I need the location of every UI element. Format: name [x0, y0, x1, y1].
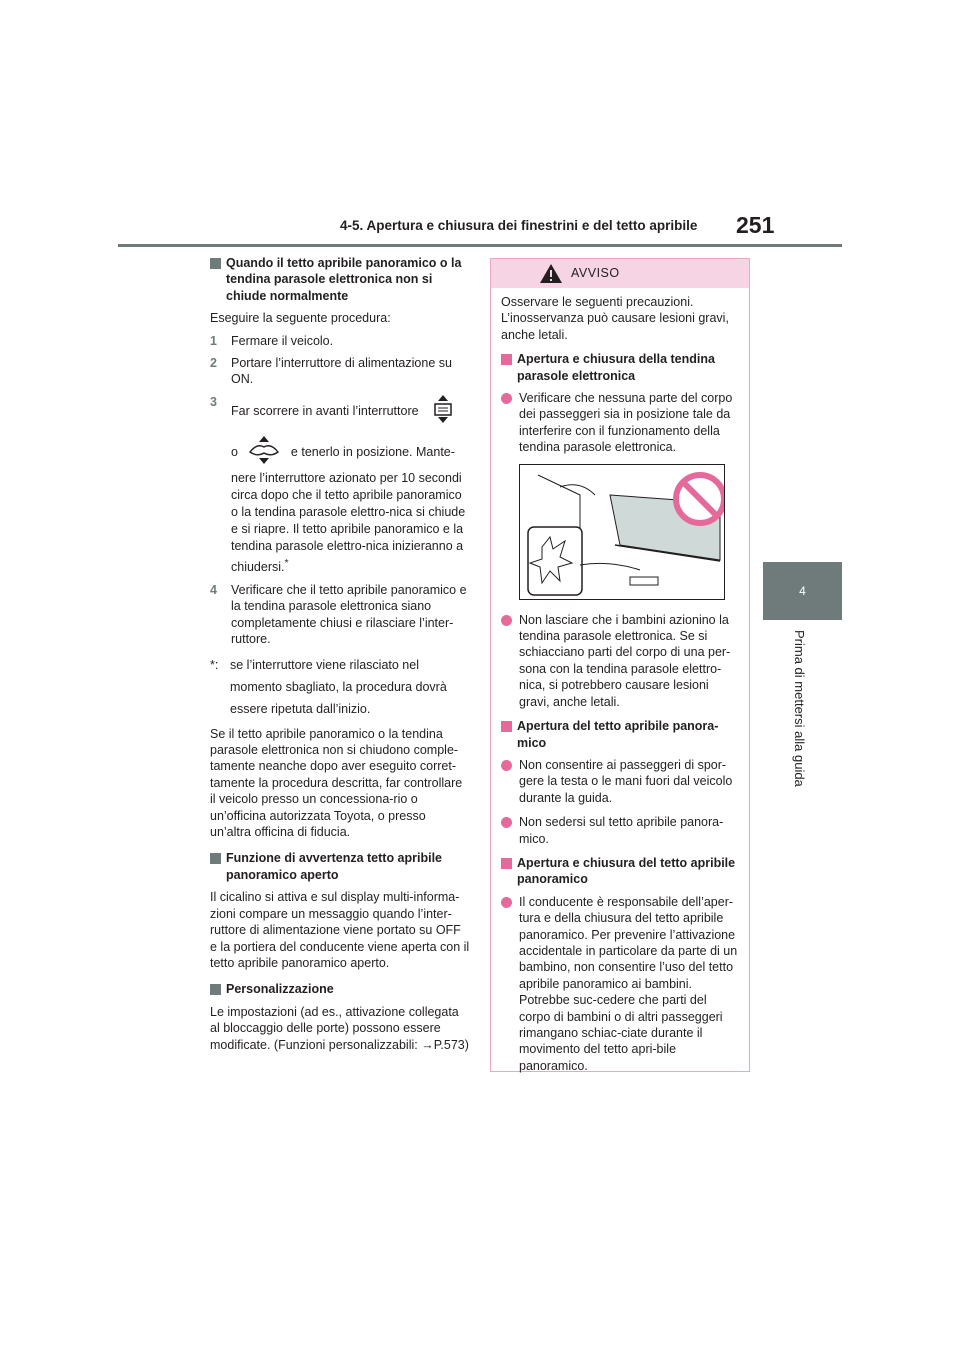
step-4: 4 Verificare che il tetto apribile panoramico e la tendina parasole elettronica siano completamente chiusi e rilasciare l’inter-ruttore.: [210, 583, 467, 647]
warning-body: [491, 288, 749, 1074]
chapter-tab[interactable]: 4: [763, 562, 842, 620]
header-rule: [118, 244, 842, 247]
procedure-intro: Eseguire la seguente procedura:: [210, 311, 391, 326]
square-bullet-icon: [501, 721, 512, 732]
warning-intro: Osservare le seguenti precauzioni. L’inosservanza può causare lesioni gravi, anche letali.: [501, 295, 729, 342]
step-1: 1 Fermare il veicolo.: [210, 333, 334, 348]
page-number: 251: [736, 212, 775, 238]
square-bullet-icon: [210, 853, 221, 864]
heading-manual-close: Quando il tetto apribile panoramico o la tendina parasole elettronica non si chiude normalmente: [210, 255, 470, 304]
warning-title: AVVISO: [571, 266, 620, 280]
round-bullet-icon: [501, 817, 512, 828]
step-2: 2 Portare l’interruttore di alimentazione su ON.: [210, 356, 452, 387]
warning-box: [490, 258, 750, 1072]
left-column: [210, 255, 470, 1059]
square-bullet-icon: [501, 858, 512, 869]
paragraph-customization: Le impostazioni (ad es., attivazione collegata al bloccaggio delle porte) possono essere modificate. (Funzioni personalizzabili: →P.573): [210, 1004, 469, 1052]
chapter-title: Prima di mettersi alla guida: [792, 630, 807, 787]
section-header-title: 4-5. Apertura e chiusura dei finestrini e del tetto apribile: [340, 218, 698, 233]
round-bullet-icon: [501, 897, 512, 908]
square-bullet-icon: [210, 984, 221, 995]
warning-heading-roof-operation: Apertura e chiusura del tetto apribile panoramico: [501, 855, 739, 888]
warning-heading-shade: Apertura e chiusura della tendina parasole elettronica: [501, 351, 739, 384]
paragraph-buzzer: Il cicalino si attiva e sul display multi-informa-zioni compare un messaggio quando l’inter-ruttore di alimentazione viene portato su OFF e la portiera del conducente viene aperta con il tetto apribile panoramico aperto.: [210, 890, 470, 970]
warning-bullet: Non sedersi sul tetto apribile panora-mico.: [501, 814, 739, 847]
warning-heading-open-roof: Apertura del tetto apribile panora-mico: [501, 718, 739, 751]
roof-switch-forward-icon: [430, 394, 456, 429]
round-bullet-icon: [501, 760, 512, 771]
step-3: 3 Far scorrere in avanti l’interruttore o e tenerlo in posizione. Mante-nere l’interruttore azionato per 10 secondi circa dopo che il tetto apribile panoramico o la tendina parasole elettro-nica si chiude e si riapre. Il tetto apribile panoramico e la tendina parasole elettro-nica inizieranno a chiudersi.*: [210, 394, 466, 574]
round-bullet-icon: [501, 393, 512, 404]
chapter-side-label: [766, 630, 836, 800]
warning-triangle-icon: [539, 263, 563, 289]
heading-open-warning: Funzione di avvertenza tetto apribile panoramico aperto: [210, 850, 470, 883]
footnote: *: se l’interruttore viene rilasciato nel momento sbagliato, la procedura dovrà essere ripetuta dall’inizio.: [210, 657, 447, 716]
warning-bullet: Non consentire ai passeggeri di spor-gere la testa o le mani fuori dal veicolo durante la guida.: [501, 757, 739, 806]
pinch-hazard-illustration: [519, 464, 725, 600]
warning-bullet: Il conducente è responsabile dell’aper-tura e della chiusura del tetto apribile panoramico. Per prevenire l’attivazione accidentale in particolare da parte di un bambino, non consentire l’uso del tetto apribile panoramico ai bambini. Potrebbe suc-cedere che parti del corpo di bambini o di altri passeggeri rimangano schiac-ciate durante il movimento del tetto apri-bile panoramico.: [501, 894, 739, 1074]
warning-bullet: Non lasciare che i bambini azionino la tendina parasole elettronica. Se si schiacciano parti del corpo di una per-sona con la tendina parasole elettro-nica, si potrebbero causare lesioni gravi, anche letali.: [501, 612, 739, 710]
square-bullet-icon: [210, 258, 221, 269]
round-bullet-icon: [501, 615, 512, 626]
roof-switch-tilt-icon: [247, 435, 281, 470]
paragraph-service: Se il tetto apribile panoramico o la tendina parasole elettronica non si chiudono comple-tamente neanche dopo aver eseguito corret-tamente la procedura descritta, far controllare il veicolo presso un concessiona-rio o un’officina autorizzata Toyota, o presso un’altra officina di fiducia.: [210, 726, 463, 840]
square-bullet-icon: [501, 354, 512, 365]
heading-customization: Personalizzazione: [210, 981, 470, 997]
warning-bullet: Verificare che nessuna parte del corpo dei passeggeri sia in posizione tale da interferire con il funzionamento della tendina parasole elettronica.: [501, 390, 739, 456]
warning-header: [491, 259, 749, 288]
